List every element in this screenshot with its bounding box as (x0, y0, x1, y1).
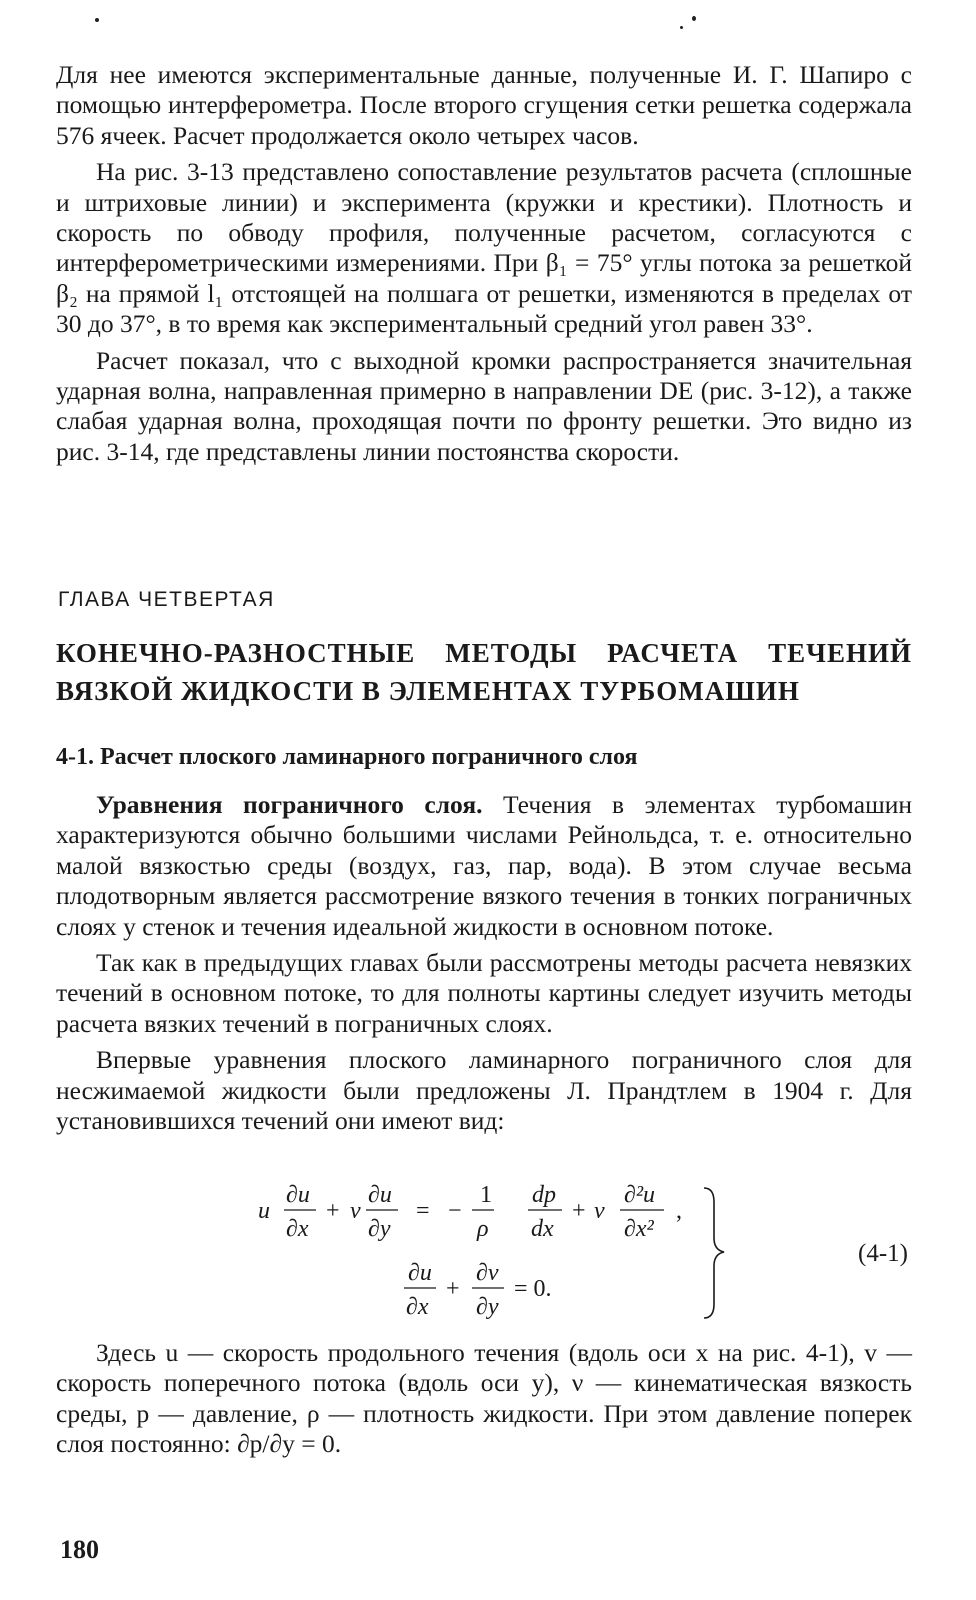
paragraph-fig-3-13: На рис. 3-13 представлено сопоставление результатов расчета (сплошные и штриховые линии) и эксперимента (кружки и крестики). Плотность и скорость по обводу профиля, полученные расчетом, согласуются с интерферометрическими измерениями. При β₁ = 75° углы потока за решеткой β₂ на прямой l₁ отстоящей на полшага от решетки, изменяются в пределах от 30 до 37°, в то время как экспериментальный средний угол равен 33°. (56, 157, 912, 339)
eq-numerator: ∂u (408, 1260, 432, 1286)
eq-operator: + (572, 1198, 586, 1224)
eq-operator: + (326, 1198, 340, 1224)
equation-number: (4-1) (858, 1240, 908, 1267)
eq-denominator: ∂x (286, 1216, 309, 1242)
chapter-label: ГЛАВА ЧЕТВЕРТАЯ (58, 588, 275, 611)
scan-speck (680, 26, 683, 29)
eq-symbol-nu: ν (594, 1198, 605, 1224)
eq-numerator: ∂u (286, 1182, 310, 1208)
eq-numerator: ∂²u (624, 1182, 656, 1208)
scan-speck (95, 18, 99, 22)
paragraph-inviscid-methods: Так как в предыдущих главах были рассмотрены методы расчета невязких течений в основном потоке, то для полноты картины следует изучить методы расчета вязких течений в пограничных слоях. (56, 948, 912, 1038)
paragraph-prandtl: Впервые уравнения плоского ламинарного пограничного слоя для несжимаемой жидкости были предложены Л. Прандтлем в 1904 г. Для установившихся течений они имеют вид: (56, 1045, 912, 1136)
eq-numerator: 1 (480, 1182, 492, 1208)
paragraph-boundary-layer-intro (56, 790, 912, 942)
page-number: 180 (60, 1535, 99, 1564)
scan-speck (692, 16, 696, 21)
eq-denominator: ∂x² (624, 1216, 654, 1242)
section-text-block (56, 790, 912, 1136)
section-title: 4-1. Расчет плоского ламинарного пограничного слоя (56, 744, 638, 770)
paragraph-shock-wave: Расчет показал, что с выходной кромки распространяется значительная ударная волна, направленная примерно в направлении DE (рис. 3-12), а также слабая ударная волна, проходящая почти по фронту решетки. Это видно из рис. 3-14, где представлены линии постоянства скорости. (56, 345, 912, 466)
eq-denominator: dx (531, 1216, 554, 1242)
chapter-title: КОНЕЧНО-РАЗНОСТНЫЕ МЕТОДЫ РАСЧЕТА ТЕЧЕНИЙ ВЯЗКОЙ ЖИДКОСТИ В ЭЛЕМЕНТАХ ТУРБОМАШИН (56, 638, 912, 706)
paragraph-text: Течения в элементах турбомашин характеризуются обычно большими числами Рейнольдса, т. е. относительно малой вязкостью среды (воздух, газ, пар, вода). В этом случае весьма плодотворным является рассмотрение вязкого течения в тонких пограничных слоях у стенок и течения идеальной жидкости в основном потоке. (56, 790, 913, 941)
eq-operator: , (676, 1198, 682, 1224)
eq-numerator: dp (532, 1182, 556, 1208)
eq-denominator: ∂y (368, 1216, 391, 1242)
eq-result: = 0. (514, 1276, 552, 1302)
paragraph-continued: Для нее имеются экспериментальные данные, полученные И. Г. Шапиро с помощью интерферометра. После второго сгущения сетки решетка содержала 576 ячеек. Расчет продолжается около четырех часов. (56, 60, 912, 150)
top-text-block (56, 60, 912, 467)
paragraph-lead-in: Уравнения пограничного слоя. (96, 790, 483, 819)
paragraph-definitions: Здесь u — скорость продольного течения (вдоль оси x на рис. 4-1), v — скорость поперечного потока (вдоль оси y), ν — кинематическая вязкость среды, p — давление, ρ — плотность жидкости. При этом давление поперек слоя постоянно: ∂p/∂y = 0. (56, 1338, 912, 1459)
eq-denominator: ∂x (406, 1294, 429, 1320)
eq-operator: + (446, 1276, 460, 1302)
eq-numerator: ∂v (476, 1260, 499, 1286)
eq-denominator: ∂y (476, 1294, 499, 1320)
eq-system-brace (704, 1188, 724, 1318)
equation-4-1 (0, 1178, 976, 1328)
eq-numerator: ∂u (368, 1182, 392, 1208)
eq-denominator: ρ (477, 1216, 489, 1242)
eq-symbol-v: v (350, 1198, 361, 1224)
eq-operator: = (416, 1198, 430, 1224)
eq-symbol-u: u (258, 1198, 270, 1224)
definitions-text-block (56, 1338, 912, 1460)
eq-operator: − (448, 1198, 462, 1224)
